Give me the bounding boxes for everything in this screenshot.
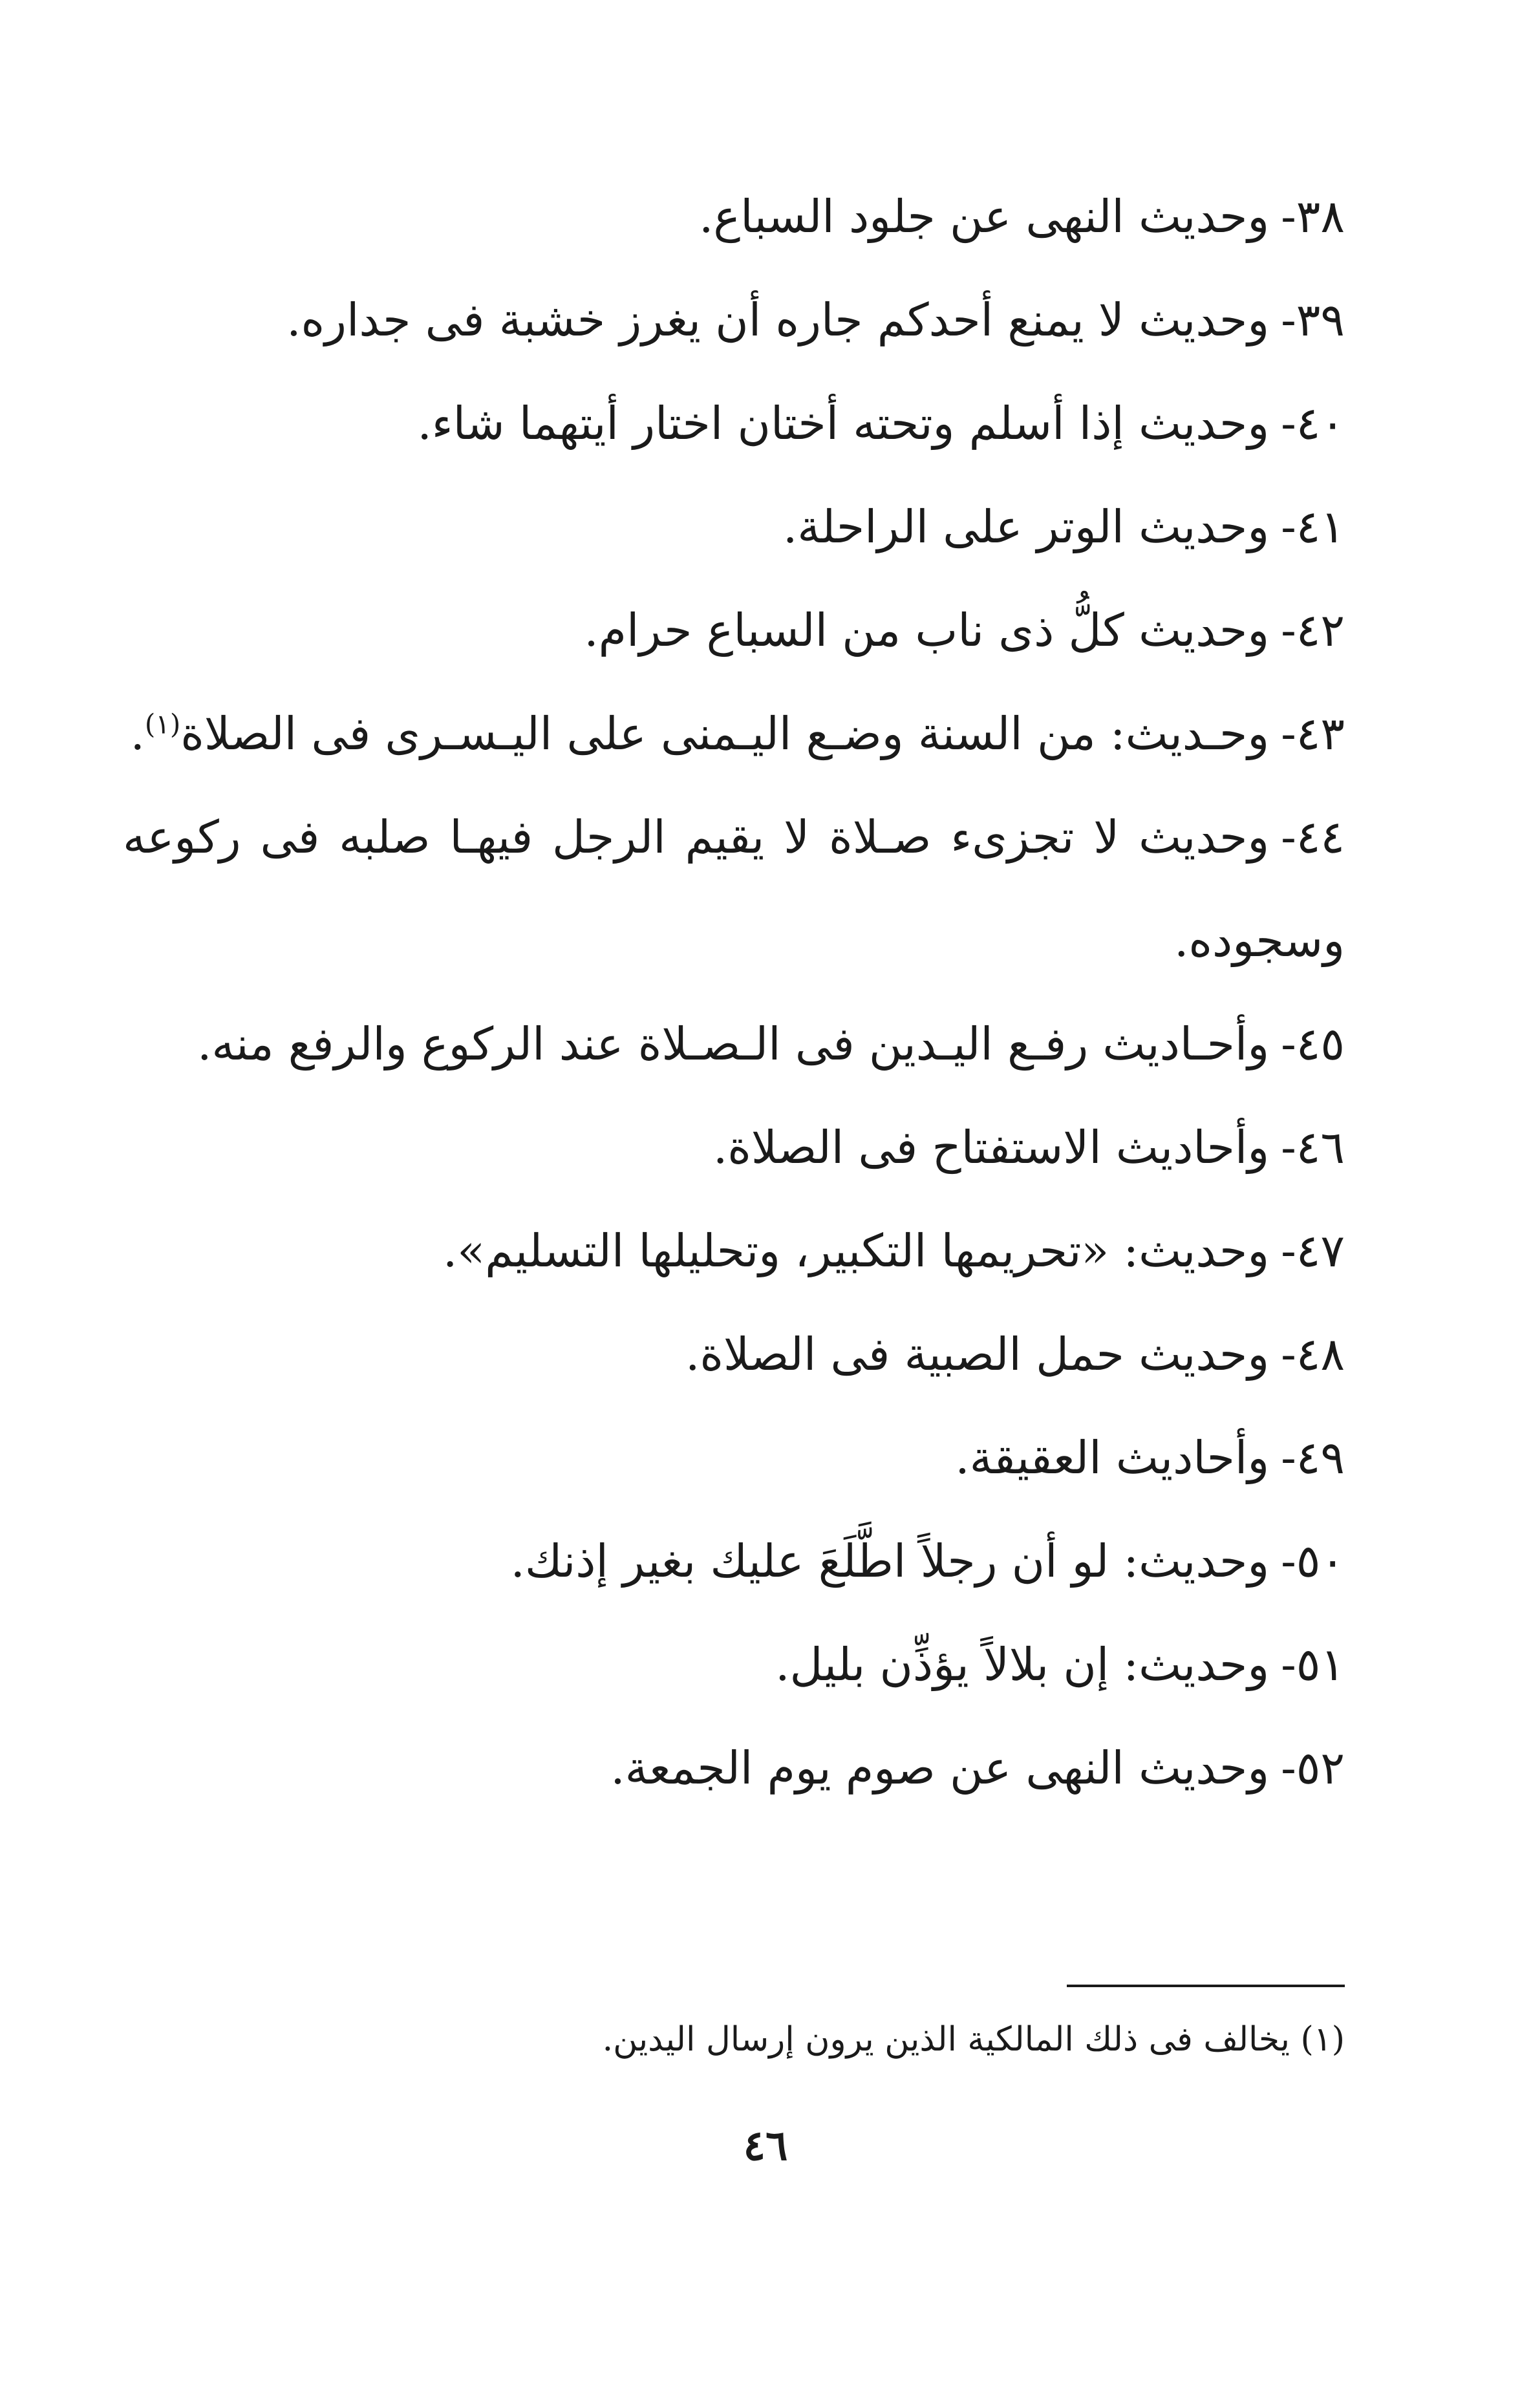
item-number: ٤٦- <box>1281 1121 1345 1174</box>
item-number: ٥٠- <box>1281 1535 1345 1588</box>
list-item <box>123 785 1345 992</box>
page-number: ٤٦ <box>743 2122 788 2170</box>
list-item <box>123 1199 1345 1303</box>
footnote-marker: (١) <box>144 708 181 740</box>
item-text: وأحـاديث رفـع اليـدين فى الـصـلاة عند الركوع والرفع منه. <box>197 1018 1270 1071</box>
item-text: وحديث: لو أن رجلاً اطَّلَعَ عليك بغير إذنك. <box>510 1535 1270 1588</box>
list-item <box>123 268 1345 372</box>
item-text: وحديث: «تحريمها التكبير، وتحليلها التسليم». <box>442 1224 1270 1277</box>
item-number: ٤٥- <box>1281 1018 1345 1071</box>
footnote-number: (١) <box>1300 2020 1345 2059</box>
item-text: وحديث إذا أسلم وتحته أختان اختار أيتهما شاء. <box>417 397 1270 450</box>
item-text: وحديث النهى عن جلود السباع. <box>699 190 1270 243</box>
list-item <box>123 475 1345 579</box>
item-number: ٤٤- <box>1281 811 1345 864</box>
item-text: وحديث حمل الصبية فى الصلاة. <box>685 1328 1270 1381</box>
list-item <box>123 682 1345 785</box>
item-number: ٤٢- <box>1281 604 1345 657</box>
list-item <box>123 1613 1345 1716</box>
list-item <box>123 165 1345 268</box>
item-text: وحديث لا يمنع أحدكم جاره أن يغرز خشبة فى جداره. <box>286 293 1270 346</box>
item-text: وأحاديث الاستفتاح فى الصلاة. <box>712 1121 1270 1174</box>
item-number: ٤٠- <box>1281 397 1345 450</box>
item-text: وحديث كلُّ ذى ناب من السباع حرام. <box>584 604 1270 657</box>
item-number: ٤٨- <box>1281 1328 1345 1381</box>
footnote-text: يخالف فى ذلك المالكية الذين يرون إرسال اليدين. <box>602 2020 1290 2059</box>
item-text: وحديث النهى عن صوم يوم الجمعة. <box>610 1742 1270 1795</box>
list-item <box>123 1716 1345 1820</box>
footnote-divider <box>1067 1985 1345 1987</box>
item-number: ٥١- <box>1281 1638 1345 1691</box>
item-text: وحديث لا تجزىء صـلاة لا يقيم الرجل فيهـا صلبه فى ركوعه وسجوده. <box>123 811 1345 967</box>
item-number: ٤١- <box>1281 500 1345 553</box>
item-number: ٤٩- <box>1281 1431 1345 1484</box>
item-number: ٤٧- <box>1281 1224 1345 1277</box>
list-item <box>123 992 1345 1096</box>
list-item <box>123 579 1345 682</box>
item-number: ٥٢- <box>1281 1742 1345 1795</box>
item-number: ٣٩- <box>1281 293 1345 346</box>
list-item <box>123 1303 1345 1406</box>
list-item <box>123 1406 1345 1509</box>
item-text-tail: . <box>130 707 145 760</box>
list-item <box>123 372 1345 475</box>
item-text: وحديث الوتر على الراحلة. <box>782 500 1270 553</box>
item-number: ٣٨- <box>1281 190 1345 243</box>
item-text: وحـديث: من السنة وضـع اليـمنى على اليـسـرى فى الصلاة <box>180 707 1270 760</box>
list-item <box>123 1096 1345 1199</box>
hadith-list <box>123 165 1345 1820</box>
item-number: ٤٣- <box>1281 707 1345 760</box>
footnote <box>123 2014 1345 2065</box>
list-item <box>123 1509 1345 1613</box>
item-text: وأحاديث العقيقة. <box>955 1431 1270 1484</box>
item-text: وحديث: إن بلالاً يؤذِّن بليل. <box>775 1638 1270 1691</box>
